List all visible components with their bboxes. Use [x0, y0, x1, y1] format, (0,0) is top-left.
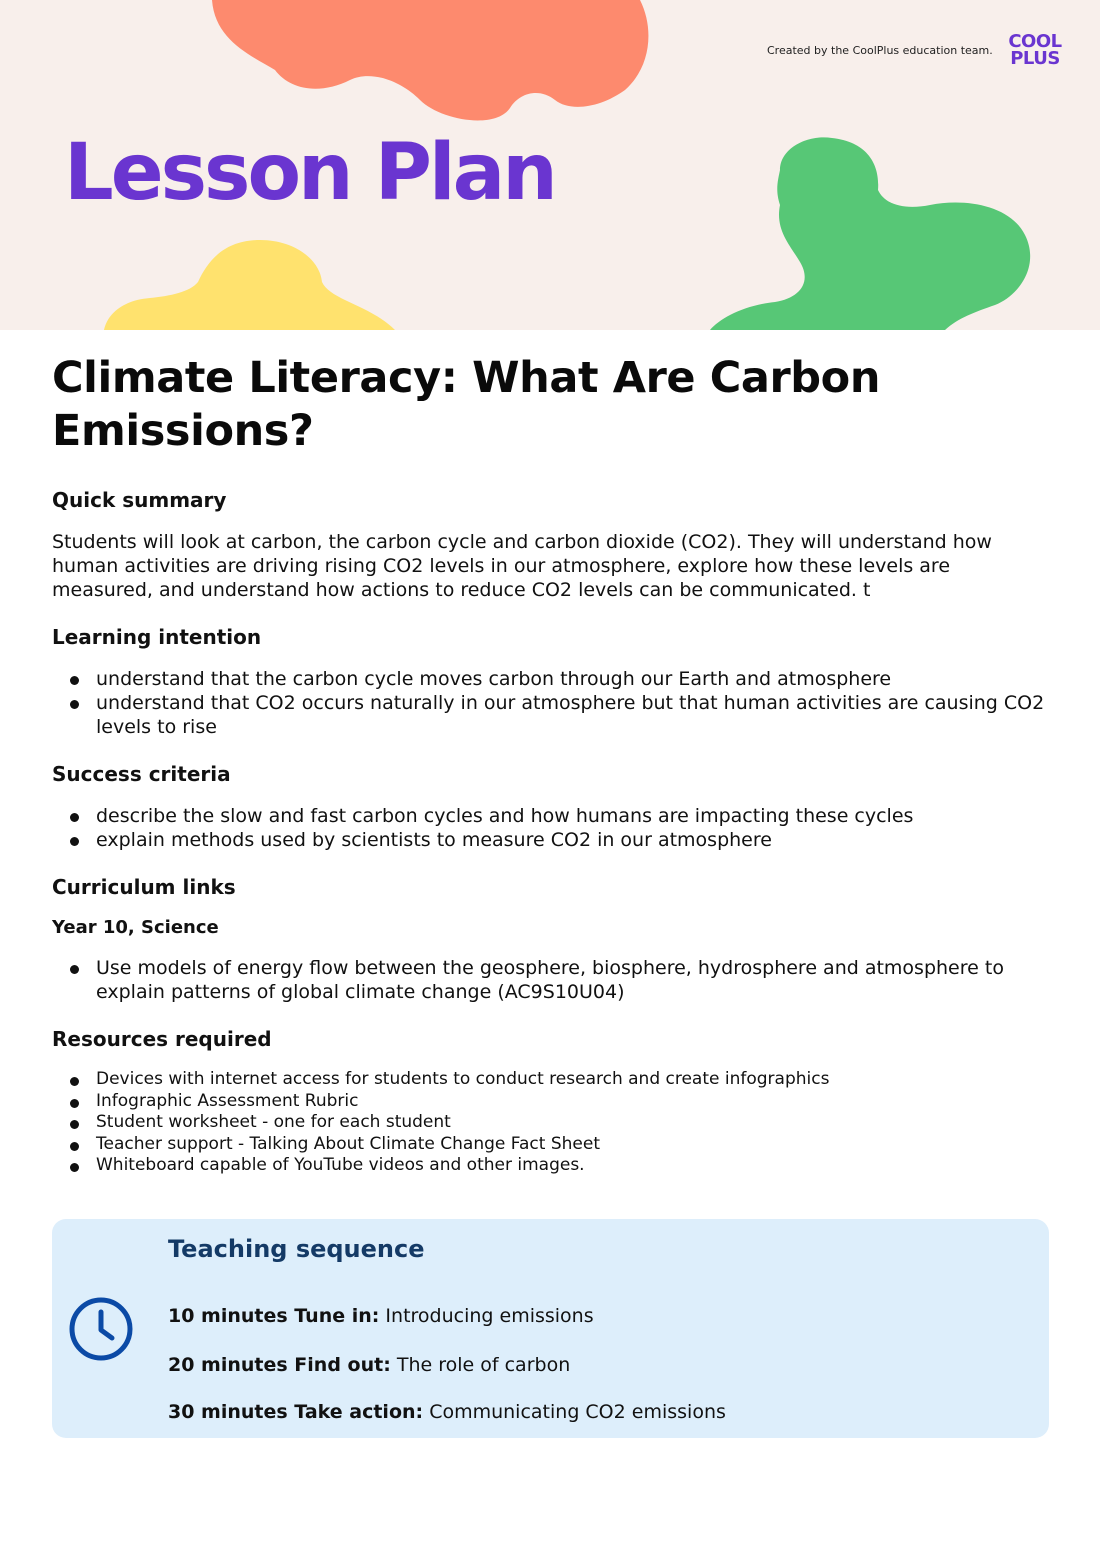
logo-line-2: PLUS — [1010, 48, 1060, 69]
coral-blob — [212, 0, 648, 120]
summary-heading: Quick summary — [52, 488, 227, 512]
sequence-step — [168, 1354, 570, 1376]
list-item: Use models of energy flow between the geosphere, biosphere, hydrosphere and atmosphere to explain patterns of global climate change (AC9S10U04) — [52, 956, 1052, 1004]
page-heading: Lesson Plan — [64, 128, 555, 218]
list-item: Teacher support - Talking About Climate Change Fact Sheet — [52, 1134, 1052, 1156]
curriculum-heading: Curriculum links — [52, 875, 236, 899]
sequence-step-text: Communicating CO2 emissions — [429, 1401, 726, 1423]
list-item: Devices with internet access for students to conduct research and create infographics — [52, 1069, 1052, 1091]
curriculum-list — [52, 956, 1052, 1004]
list-item: Student worksheet - one for each student — [52, 1112, 1052, 1134]
teaching-sequence-heading: Teaching sequence — [168, 1235, 425, 1263]
success-criteria-heading: Success criteria — [52, 762, 231, 786]
logo-line-1: COOL — [1008, 31, 1062, 52]
list-item: Whiteboard capable of YouTube videos and other images. — [52, 1155, 1052, 1177]
clock-icon — [66, 1294, 136, 1364]
list-item: explain methods used by scientists to measure CO2 in our atmosphere — [52, 828, 1052, 852]
sequence-step-text: Introducing emissions — [385, 1305, 594, 1327]
list-item: Infographic Assessment Rubric — [52, 1091, 1052, 1113]
lesson-title: Climate Literacy: What Are Carbon Emissions? — [52, 353, 881, 456]
learning-intention-heading: Learning intention — [52, 625, 262, 649]
sequence-step-label: 10 minutes Tune in: — [168, 1305, 380, 1327]
list-item: understand that the carbon cycle moves carbon through our Earth and atmosphere — [52, 667, 1052, 691]
resources-heading: Resources required — [52, 1027, 272, 1051]
sequence-step-label: 20 minutes Find out: — [168, 1354, 391, 1376]
lesson-content — [52, 352, 1052, 1177]
sequence-step-text: The role of carbon — [396, 1354, 571, 1376]
list-item: describe the slow and fast carbon cycles and how humans are impacting these cycles — [52, 804, 1052, 828]
list-item: understand that CO2 occurs naturally in our atmosphere but that human activities are causing CO2 levels to rise — [52, 691, 1052, 739]
yellow-blob — [104, 240, 395, 330]
teaching-sequence-panel — [52, 1219, 1049, 1438]
coolplus-logo — [1003, 33, 1067, 67]
header-banner — [0, 0, 1100, 330]
sequence-step — [168, 1305, 594, 1327]
resources-list — [52, 1069, 1052, 1177]
green-blob — [710, 137, 1030, 330]
curriculum-subheading: Year 10, Science — [52, 917, 219, 938]
credit-text: Created by the CoolPlus education team. — [767, 44, 993, 57]
sequence-step-label: 30 minutes Take action: — [168, 1401, 424, 1423]
summary-text: Students will look at carbon, the carbon cycle and carbon dioxide (CO2). They will understand how human activities are driving rising CO2 levels in our atmosphere, explore how these levels are measured, and understand how actions to reduce CO2 levels can be communicated. t — [52, 531, 992, 601]
sequence-step — [168, 1401, 726, 1423]
learning-intention-list — [52, 667, 1052, 739]
success-criteria-list — [52, 804, 1052, 852]
